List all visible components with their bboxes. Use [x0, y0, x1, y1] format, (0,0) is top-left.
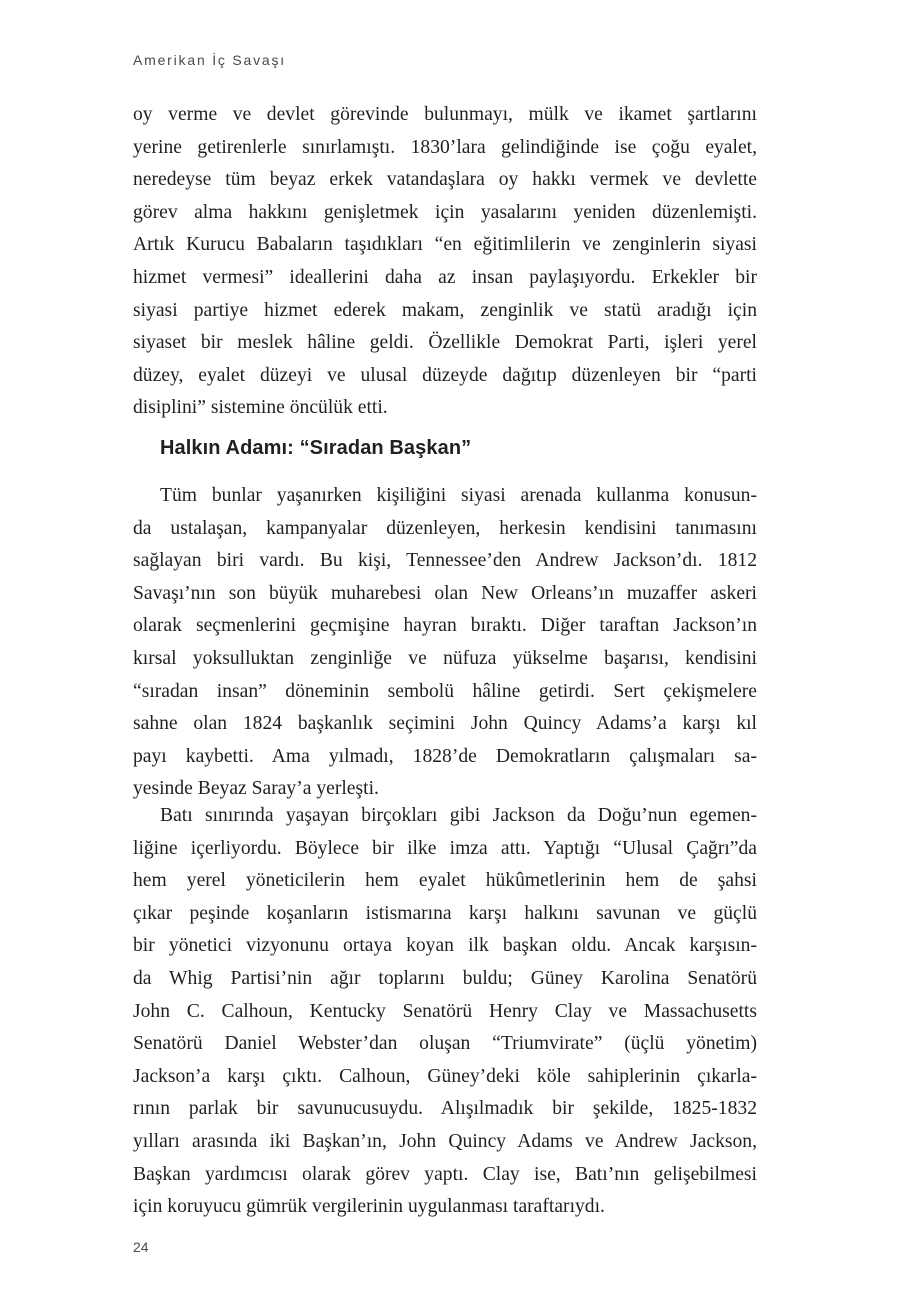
paragraph-1: [133, 99, 757, 425]
paragraph-line: “sıradan insan” döneminin sembolü hâline getirdi. Sert çekişmelere: [133, 680, 757, 702]
paragraph-line: düzey, eyalet düzeyi ve ulusal düzeyde dağıtıp düzenleyen bir “parti: [133, 364, 757, 386]
paragraph-line: görev alma hakkını genişletmek için yasalarını yeniden düzenlemişti.: [133, 201, 757, 223]
paragraph-line: da Whig Partisi’nin ağır toplarını buldu; Güney Karolina Senatörü: [133, 967, 757, 989]
paragraph-line: Batı sınırında yaşayan birçokları gibi Jackson da Doğu’nun egemen-: [160, 805, 757, 826]
paragraph-line: oy verme ve devlet görevinde bulunmayı, mülk ve ikamet şartlarını: [133, 104, 757, 125]
paragraph-line: Senatörü Daniel Webster’dan oluşan “Triumvirate” (üçlü yönetim): [133, 1033, 757, 1055]
paragraph-line: için koruyucu gümrük vergilerinin uygulanması taraftarıydı.: [133, 1196, 605, 1218]
paragraph-2: [133, 480, 757, 806]
paragraph-line: John C. Calhoun, Kentucky Senatörü Henry Clay ve Massachusetts: [133, 1000, 757, 1022]
running-header: Amerikan İç Savaşı: [133, 52, 286, 68]
paragraph-line: payı kaybetti. Ama yılmadı, 1828’de Demokratların çalışmaları sa-: [133, 745, 757, 767]
paragraph-3: [133, 800, 757, 1224]
paragraph-line: olarak seçmenlerini geçmişine hayran bıraktı. Diğer taraftan Jackson’ın: [133, 615, 757, 637]
paragraph-line: Artık Kurucu Babaların taşıdıkları “en eğitimlilerin ve zenginlerin siyasi: [133, 234, 757, 256]
paragraph-line: disiplini” sistemine öncülük etti.: [133, 397, 388, 419]
paragraph-line: Tüm bunlar yaşanırken kişiliğini siyasi arenada kullanma konusun-: [160, 485, 757, 506]
paragraph-line: Savaşı’nın son büyük muharebesi olan New Orleans’ın muzaffer askeri: [133, 582, 757, 604]
paragraph-line: çıkar peşinde koşanların istismarına karşı halkını savunan ve güçlü: [133, 902, 757, 924]
paragraph-line: liğine içerliyordu. Böylece bir ilke imza attı. Yaptığı “Ulusal Çağrı”da: [133, 837, 757, 859]
paragraph-line: siyaset bir meslek hâline geldi. Özellikle Demokrat Parti, işleri yerel: [133, 332, 757, 354]
paragraph-line: da ustalaşan, kampanyalar düzenleyen, herkesin kendisini tanımasını: [133, 517, 757, 539]
paragraph-line: neredeyse tüm beyaz erkek vatandaşlara oy hakkı vermek ve devlette: [133, 169, 757, 191]
page-number: 24: [133, 1239, 149, 1255]
paragraph-line: siyasi partiye hizmet ederek makam, zenginlik ve statü aradığı için: [133, 299, 757, 321]
paragraph-line: sağlayan biri vardı. Bu kişi, Tennessee’den Andrew Jackson’dı. 1812: [133, 550, 757, 572]
paragraph-line: yerine getirenlerle sınırlamıştı. 1830’lara gelindiğinde ise çoğu eyalet,: [133, 136, 757, 158]
paragraph-line: kırsal yoksulluktan zenginliğe ve nüfuza yükselme başarısı, kendisini: [133, 647, 757, 669]
paragraph-line: yesinde Beyaz Saray’a yerleşti.: [133, 778, 379, 800]
paragraph-line: yılları arasında iki Başkan’ın, John Quincy Adams ve Andrew Jackson,: [133, 1130, 757, 1152]
paragraph-line: hem yerel yöneticilerin hem eyalet hükûmetlerinin hem de şahsi: [133, 870, 757, 892]
paragraph-line: bir yönetici vizyonunu ortaya koyan ilk başkan oldu. Ancak karşısın-: [133, 935, 757, 957]
paragraph-line: Jackson’a karşı çıktı. Calhoun, Güney’deki köle sahiplerinin çıkarla-: [133, 1065, 757, 1087]
paragraph-line: sahne olan 1824 başkanlık seçimini John Quincy Adams’a karşı kıl: [133, 713, 757, 735]
paragraph-line: hizmet vermesi” ideallerini daha az insan paylaşıyordu. Erkekler bir: [133, 266, 757, 288]
paragraph-line: rının parlak bir savunucusuydu. Alışılmadık bir şekilde, 1825-1832: [133, 1098, 757, 1120]
section-heading: Halkın Adamı: “Sıradan Başkan”: [160, 437, 472, 459]
paragraph-line: Başkan yardımcısı olarak görev yaptı. Clay ise, Batı’nın gelişebilmesi: [133, 1163, 757, 1185]
